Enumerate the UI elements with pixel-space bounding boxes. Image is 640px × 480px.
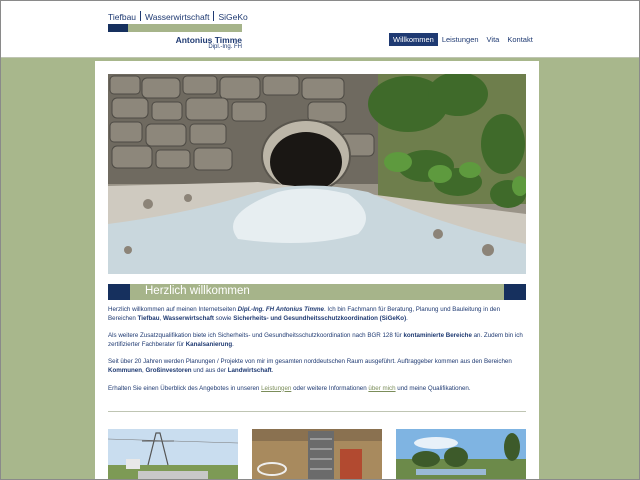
menu-item-willkommen[interactable]: Willkommen <box>389 33 438 46</box>
divider <box>108 411 526 412</box>
site-header <box>1 1 639 58</box>
link-ueber-mich[interactable]: über mich <box>368 384 396 392</box>
menu-item-vita[interactable]: Vita <box>486 35 500 44</box>
paragraph-intro: Herzlich willkommen auf meinen Internetseiten Dipl.-Ing. FH Antonius Timme. Ich bin Fachmann für Beratung, Planung und Bauleitung in den Bereichen Tiefbau, Wasserwirtschaft sowie Sicherheits- und Gesundheitsschutzkoordination (SiGeKo). <box>108 306 501 322</box>
thumbnail-power-line[interactable] <box>108 429 238 480</box>
paragraph-overview: Erhalten Sie einen Überblick des Angebotes in unseren Leistungen oder weitere Informationen über mich und meine Qualifikationen. <box>108 384 471 392</box>
brand-logo[interactable] <box>108 11 248 50</box>
paragraph-qualification: Als weitere Zusatzqualifikation biete ich Sicherheits- und Gesundheitsschutzkoordination nach BGR 128 für kontaminierte Bereiche an. Zudem bin ich zertifizierter Fachberater für Kanalsanierung. <box>108 332 523 348</box>
main-menu <box>389 33 537 46</box>
brand-tag-sigeko: SiGeKo <box>218 12 248 22</box>
pond-photo <box>396 429 526 480</box>
thumbnail-pond[interactable] <box>396 429 526 480</box>
menu-item-leistungen[interactable]: Leistungen <box>441 35 479 44</box>
paragraph-experience: Seit über 20 Jahren werden Planungen / Projekte von mir im gesamten norddeutschen Raum ausgeführt. Auftraggeber kommen aus den Bereichen Kommunen, Großinvestoren und aus der Landwirtschaft. <box>108 358 512 374</box>
shaft-construction-photo <box>252 429 382 480</box>
brand-tagline <box>108 11 248 22</box>
brand-tag-wasserwirtschaft: Wasserwirtschaft <box>145 12 210 22</box>
welcome-heading-bar <box>108 284 526 300</box>
brand-subtitle: Dipl.-Ing. FH <box>208 44 242 50</box>
power-line-photo <box>108 429 238 480</box>
welcome-text <box>108 306 526 402</box>
brand-tag-tiefbau: Tiefbau <box>108 12 137 22</box>
brand-name: Antonius Timme <box>175 35 242 45</box>
content-panel <box>95 61 539 480</box>
culvert-photo <box>108 74 526 274</box>
thumbnail-shaft[interactable] <box>252 429 382 480</box>
brand-color-bar <box>108 24 242 32</box>
menu-item-kontakt[interactable]: Kontakt <box>507 35 533 44</box>
link-leistungen[interactable]: Leistungen <box>261 384 292 392</box>
page-title: Herzlich willkommen <box>145 285 250 297</box>
hero-image <box>108 74 526 274</box>
